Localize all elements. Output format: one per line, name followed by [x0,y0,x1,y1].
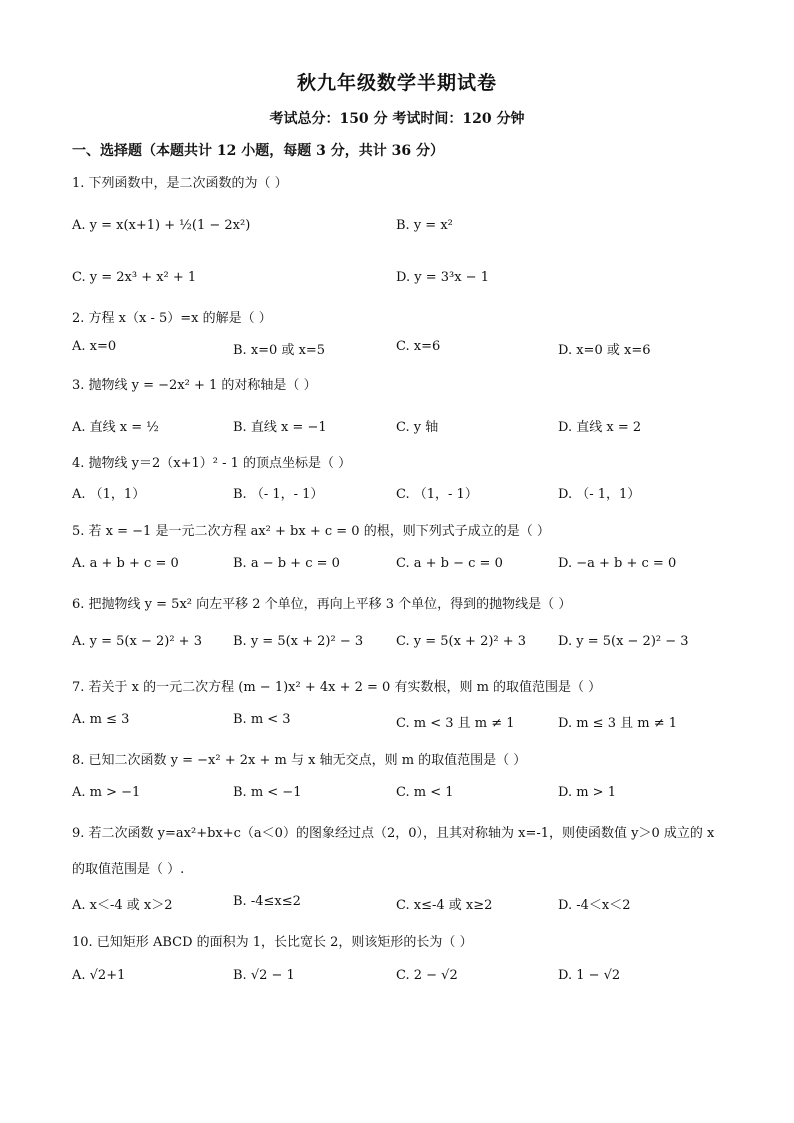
question-7-option-d: D. m ≤ 3 且 m ≠ 1 [558,716,677,731]
question-5-option-d: D. −a + b + c = 0 [558,556,677,571]
question-3-option-d: D. 直线 x = 2 [558,420,642,435]
question-2-option-d: D. x=0 或 x=6 [558,343,651,358]
question-5-option-a: A. a + b + c = 0 [72,556,179,571]
question-1-option-a: A. y = x(x+1) + ½(1 − 2x²) [72,218,251,233]
question-3-option-a: A. 直线 x = ½ [72,420,159,435]
question-8-option-c: C. m < 1 [396,785,454,800]
question-9-option-d: D. -4＜x＜2 [558,898,631,913]
question-4-option-d: D. （- 1，1） [558,487,641,502]
question-7-stem: 7. 若关于 x 的一元二次方程 (m − 1)x² + 4x + 2 = 0 有实数根，则 m 的取值范围是（ ） [72,680,602,695]
question-1-option-d: D. y = 3³x − 1 [396,270,489,285]
question-9-option-b: B. -4≤x≤2 [233,894,301,909]
section-heading: 一、选择题（本题共计 12 小题，每题 3 分，共计 36 分） [72,143,444,159]
question-4-option-b: B. （- 1，- 1） [233,487,324,502]
question-3-option-b: B. 直线 x = −1 [233,420,327,435]
question-4-option-a: A. （1，1） [72,487,146,502]
question-2-option-c: C. x=6 [396,339,441,354]
exam-subtitle: 考试总分：150 分 考试时间：120 分钟 [269,111,525,127]
question-5-option-b: B. a − b + c = 0 [233,556,340,571]
question-10-option-d: D. 1 − √2 [558,968,621,983]
question-2-stem: 2. 方程 x（x - 5）=x 的解是（ ） [72,311,272,326]
question-10-option-a: A. √2+1 [72,968,126,983]
question-10-option-b: B. √2 − 1 [233,968,295,983]
question-5-stem: 5. 若 x = −1 是一元二次方程 ax² + bx + c = 0 的根，则下列式子成立的是（ ） [72,524,550,539]
question-6-option-a: A. y = 5(x − 2)² + 3 [72,634,202,649]
question-3-option-c: C. y 轴 [396,420,439,435]
question-9-stem-continued: 的取值范围是（ ）. [72,862,185,877]
question-7-option-b: B. m < 3 [233,712,291,727]
question-9-option-c: C. x≤-4 或 x≥2 [396,898,493,913]
question-1-stem: 1. 下列函数中，是二次函数的为（ ） [72,176,288,191]
question-8-option-a: A. m > −1 [72,785,141,800]
question-10-stem: 10. 已知矩形 ABCD 的面积为 1，长比宽长 2，则该矩形的长为（ ） [72,935,473,950]
question-5-option-c: C. a + b − c = 0 [396,556,503,571]
question-8-option-d: D. m > 1 [558,785,616,800]
question-4-stem: 4. 抛物线 y＝2（x+1）² - 1 的顶点坐标是（ ） [72,456,352,471]
question-2-option-a: A. x=0 [72,339,117,354]
question-8-stem: 8. 已知二次函数 y = −x² + 2x + m 与 x 轴无交点，则 m 的取值范围是（ ） [72,753,527,768]
question-6-option-b: B. y = 5(x + 2)² − 3 [233,634,364,649]
question-7-option-a: A. m ≤ 3 [72,712,130,727]
question-1-option-b: B. y = x² [396,218,453,233]
question-3-stem: 3. 抛物线 y = −2x² + 1 的对称轴是（ ） [72,378,317,393]
question-2-option-b: B. x=0 或 x=5 [233,343,326,358]
exam-title: 秋九年级数学半期试卷 [296,72,497,94]
question-7-option-c: C. m < 3 且 m ≠ 1 [396,716,515,731]
question-6-stem: 6. 把抛物线 y = 5x² 向左平移 2 个单位，再向上平移 3 个单位，得到的抛物线是（ ） [72,597,572,612]
question-1-option-c: C. y = 2x³ + x² + 1 [72,270,197,285]
question-4-option-c: C. （1，- 1） [396,487,478,502]
question-8-option-b: B. m < −1 [233,785,302,800]
question-10-option-c: C. 2 − √2 [396,968,458,983]
question-6-option-d: D. y = 5(x − 2)² − 3 [558,634,689,649]
question-6-option-c: C. y = 5(x + 2)² + 3 [396,634,527,649]
question-9-stem: 9. 若二次函数 y=ax²+bx+c（a＜0）的图象经过点（2，0），且其对称轴为 x=-1，则使函数值 y＞0 成立的 x [72,826,715,841]
question-9-option-a: A. x＜-4 或 x＞2 [72,898,173,913]
